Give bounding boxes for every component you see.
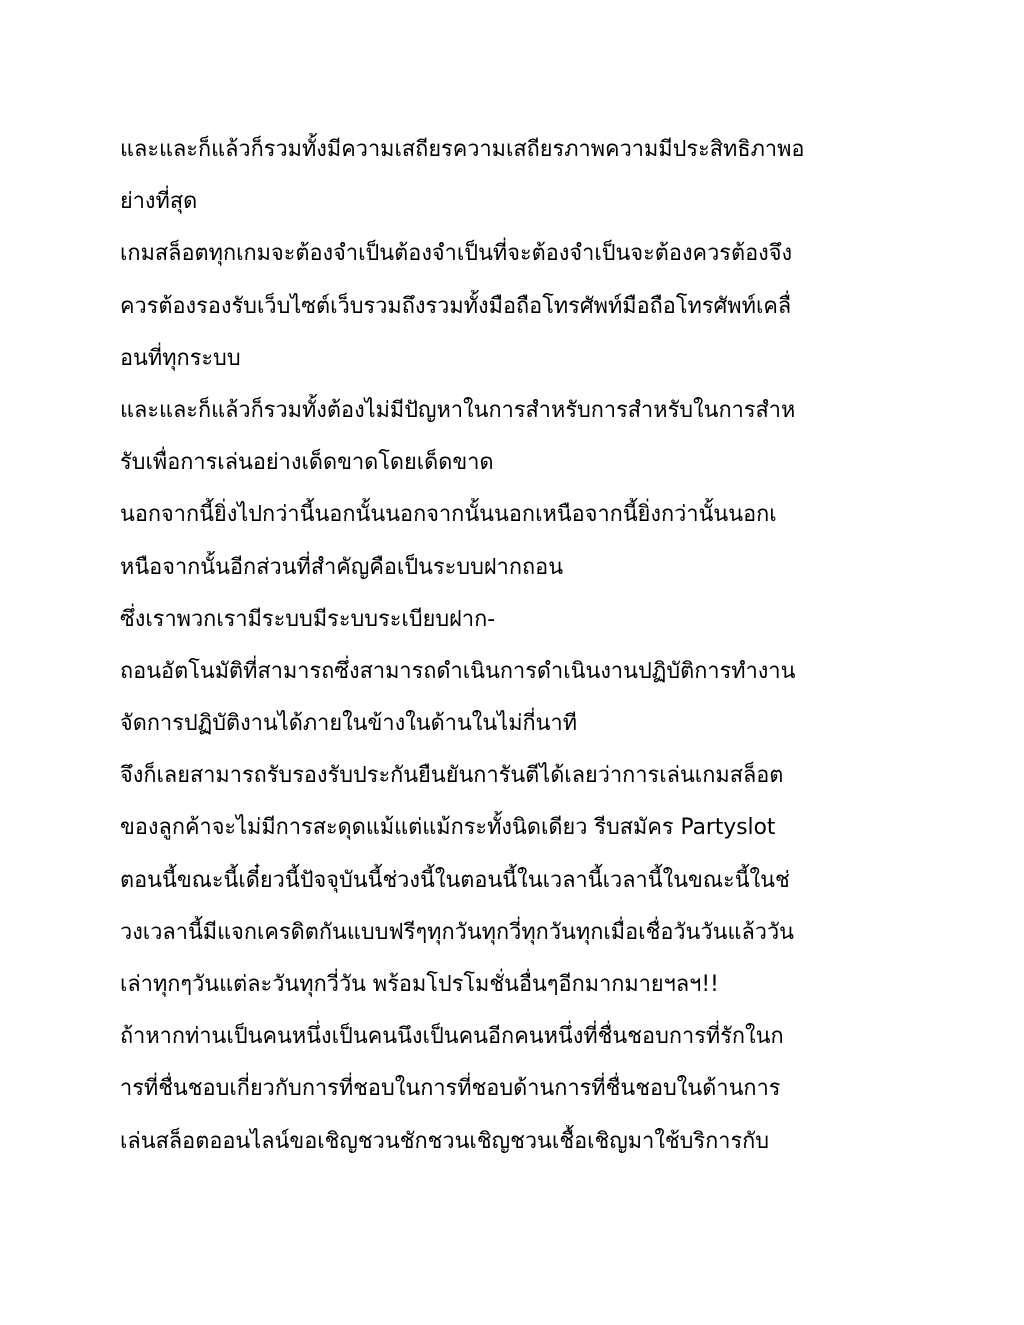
text-line: และและก็แล้วก็รวมทั้งต้องไม่มีปัญหาในการสำหรับการสำหรับในการสำห — [120, 397, 796, 423]
text-line: ถอนอัตโนมัติที่สามารถซึ่งสามารถดำเนินการดำเนินงานปฏิบัติการทำงาน — [120, 658, 796, 684]
text-line: ของลูกค้าจะไม่มีการสะดุดแม้แต่แม้กระทั้งนิดเดียว รีบสมัคร Partyslot — [120, 815, 776, 841]
text-line: อนที่ทุกระบบ — [120, 345, 241, 371]
text-line: จึงก็เลยสามารถรับรองรับประกันยืนยันการันตีได้เลยว่าการเล่นเกมสล็อต — [120, 763, 784, 789]
text-line: จัดการปฏิบัติงานได้ภายในข้างในด้านในไม่กี่นาที — [120, 711, 578, 737]
body-text — [120, 124, 920, 1168]
text-line: ย่างที่สุด — [120, 189, 198, 215]
text-line: ควรต้องรองรับเว็บไซต์เว็บรวมถึงรวมทั้งมือถือโทรศัพท์มือถือโทรศัพท์เคลื่ — [120, 293, 792, 319]
text-line: ซึ่งเราพวกเรามีระบบมีระบบระเบียบฝาก- — [120, 606, 496, 632]
text-line: และและก็แล้วก็รวมทั้งมีความเสถียรความเสถียรภาพความมีประสิทธิภาพอ — [120, 137, 805, 162]
text-line: ารที่ชื่นชอบเกี่ยวกับการที่ชอบในการที่ชอบด้านการที่ชื่นชอบในด้านการ — [120, 1076, 781, 1102]
text-line: เล่นสล็อตออนไลน์ขอเชิญชวนชักชวนเชิญชวนเชื้อเชิญมาใช้บริการกับ — [120, 1128, 770, 1154]
text-line: วงเวลานี้มีแจกเครดิตกันแบบฟรีๆทุกวันทุกวี่ทุกวันทุกเมื่อเชื่อวันวันแล้ววัน — [120, 919, 795, 945]
text-line: นอกจากนี้ยิ่งไปกว่านี้นอกนั้นนอกจากนั้นนอกเหนือจากนี้ยิ่งกว่านั้นนอกเ — [120, 502, 777, 528]
text-line: เกมสล็อตทุกเกมจะต้องจำเป็นต้องจำเป็นที่จะต้องจำเป็นจะต้องควรต้องจึง — [120, 241, 793, 267]
text-line: หนือจากนั้นอีกส่วนที่สำคัญคือเป็นระบบฝากถอน — [120, 554, 564, 580]
text-line: ถ้าหากท่านเป็นคนหนึ่งเป็นคนนึงเป็นคนอีกคนหนึ่งที่ชื่นชอบการที่รักในก — [120, 1024, 784, 1050]
text-line: รับเพื่อการเล่นอย่างเด็ดขาดโดยเด็ดขาด — [120, 450, 494, 476]
text-line: ตอนนี้ขณะนี้เดี๋ยวนี้ปัจจุบันนี้ช่วงนี้ในตอนนี้ในเวลานี้เวลานี้ในขณะนี้ในช่ — [120, 867, 790, 893]
text-line: เล่าทุกๆวันแต่ละวันทุกวี่วัน พร้อมโปรโมชั่นอื่นๆอีกมากมายฯลฯ!! — [120, 972, 719, 997]
